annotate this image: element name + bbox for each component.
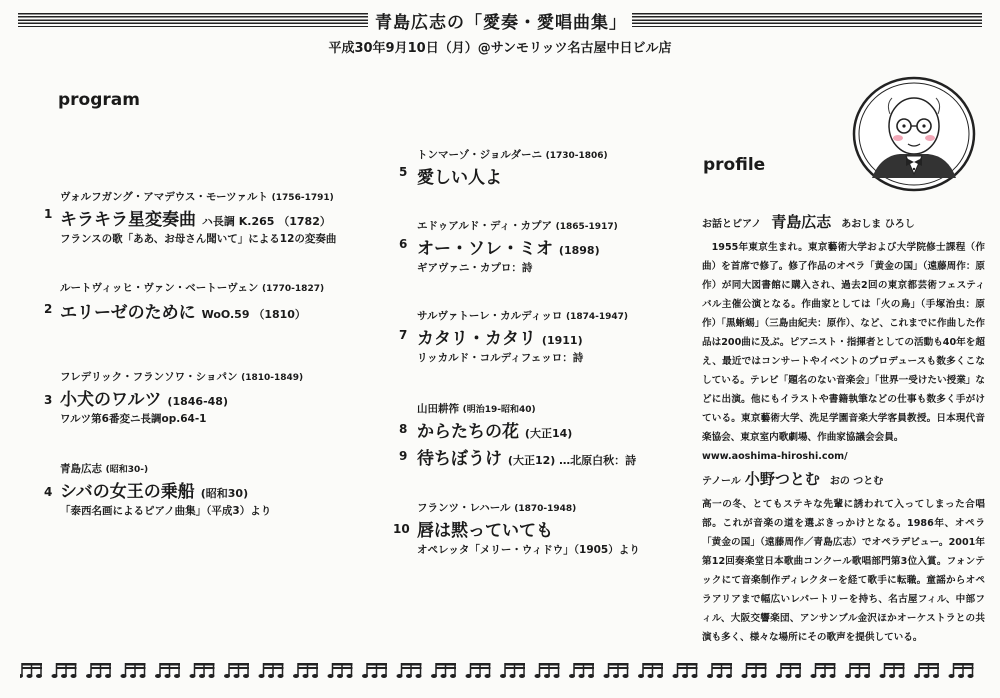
program-item-3 bbox=[44, 369, 304, 426]
portrait-illustration bbox=[850, 74, 978, 194]
note-group-icon bbox=[811, 663, 836, 678]
note-group-icon bbox=[397, 663, 422, 678]
composer: 青島広志 bbox=[60, 463, 102, 475]
piece-title: 唇は黙っていても bbox=[417, 521, 553, 541]
program-item-4 bbox=[44, 461, 272, 518]
music-notes-border bbox=[20, 659, 985, 681]
composer-years: (昭和30-) bbox=[105, 465, 149, 475]
piece-detail: (大正12) …北原白秋：詩 bbox=[507, 454, 637, 467]
composer: ヴォルフガング・アマデウス・モーツァルト bbox=[60, 191, 269, 203]
piece-title: 待ちぼうけ bbox=[417, 449, 502, 469]
profile-aoshima bbox=[702, 211, 985, 466]
piece-title: カタリ・カタリ bbox=[417, 329, 536, 349]
program-item-10 bbox=[393, 500, 640, 557]
note-group-icon bbox=[190, 663, 215, 678]
note-group-icon bbox=[569, 663, 594, 678]
note-group-icon bbox=[880, 663, 905, 678]
note-group-icon bbox=[845, 663, 870, 678]
piece-subtitle: フランスの歌「ああ、お母さん聞いて」による12の変奏曲 bbox=[60, 233, 337, 245]
header-rule-left bbox=[18, 13, 368, 27]
profile-role: お話とピアノ bbox=[702, 219, 762, 230]
program-item-9 bbox=[399, 443, 637, 469]
note-group-icon bbox=[155, 663, 180, 678]
note-group-icon bbox=[86, 663, 111, 678]
piece-detail: ハ長調 K.265 （1782） bbox=[201, 215, 331, 228]
note-group-icon bbox=[293, 663, 318, 678]
piece-title: 小犬のワルツ bbox=[60, 390, 162, 410]
program-item-2 bbox=[44, 280, 325, 323]
profile-reading: おの つとむ bbox=[829, 476, 884, 487]
composer: 山田耕筰 bbox=[417, 403, 459, 415]
piece-detail: (1846-48) bbox=[167, 395, 228, 408]
profile-ono bbox=[702, 468, 985, 647]
composer: エドゥアルド・ディ・カプア bbox=[417, 220, 552, 232]
piece-detail: (1911) bbox=[541, 334, 583, 347]
note-group-icon bbox=[328, 663, 353, 678]
note-group-icon bbox=[673, 663, 698, 678]
header bbox=[0, 6, 1000, 56]
note-group-icon bbox=[431, 663, 456, 678]
item-number: 2 bbox=[44, 302, 53, 316]
composer-years: (明治19-昭和40) bbox=[462, 405, 536, 415]
profile-bio: 高一の冬、とてもステキな先輩に誘われて入ってしまった合唱部。これが音楽の道を選ぶきっかけとなる。1986年、オペラ「黄金の国」（遠藤周作／青島広志）でオペラデビュー。2001年第12回奏楽堂日本歌曲コンクール歌唱部門第3位入賞。フォンテックにて音楽制作ディレクターを経て歌手に転職。童謡からオペラアリアまで幅広いレパートリーを持ち、名古屋フィル、中部フィル、大阪交響楽団、アンサンブル金沢ほかオーケストラとの共演も多く、様々な場所にその歌声を提供している。 bbox=[702, 499, 985, 643]
note-group-icon bbox=[949, 663, 974, 678]
note-group-icon bbox=[500, 663, 525, 678]
profile-url: www.aoshima-hiroshi.com/ bbox=[702, 451, 848, 462]
composer: フレデリック・フランソワ・ショパン bbox=[60, 371, 238, 383]
program-item-5 bbox=[399, 147, 608, 188]
composer-years: (1810-1849) bbox=[241, 373, 304, 383]
note-group-icon bbox=[535, 663, 560, 678]
item-number: 9 bbox=[399, 449, 408, 463]
program-item-7 bbox=[399, 308, 629, 365]
piece-title: 愛しい人よ bbox=[417, 168, 502, 188]
program-item-8 bbox=[399, 401, 573, 442]
profile-name: 小野つとむ bbox=[744, 470, 820, 488]
piece-subtitle: ギアヴァニ・カプロ：詩 bbox=[417, 262, 533, 274]
piece-title: シバの女王の乗船 bbox=[60, 482, 195, 502]
composer-years: (1730-1806) bbox=[545, 151, 608, 161]
note-group-icon bbox=[742, 663, 767, 678]
item-number: 6 bbox=[399, 237, 408, 251]
composer-years: (1874-1947) bbox=[565, 312, 629, 322]
composer-years: (1770-1827) bbox=[262, 284, 325, 294]
note-group-icon bbox=[638, 663, 663, 678]
profile-name: 青島広志 bbox=[771, 213, 832, 231]
note-group-icon bbox=[52, 663, 77, 678]
profile-bio: 1955年東京生まれ。東京藝術大学および大学院修士課程（作曲）を首席で修了。修了作品のオペラ「黄金の国」（遠藤周作：原作）が同大図書館に購入され、過去2回の東京都芸術フェスティバル主催公演となる。作曲家としては「火の鳥」（手塚治虫：原作）「黒蜥蜴」（三島由紀夫：原作）、など、これまでに作曲した作品は200曲に及ぶ。ピアニスト・指揮者としての活動も40年を超え、最近ではコンサートやイベントのプロデュースも数多くこなしている。テレビ「題名のない音楽会」「世界一受けたい授業」などに出演。他にもイラストや書籍執筆などの仕事も数多く手がけている。東京藝術大学、洗足学園音楽大学客員教授。日本現代音楽協会、東京室内歌劇場、作曲家協議会会員。 bbox=[702, 242, 986, 443]
program-item-6 bbox=[399, 218, 618, 275]
note-group-icon bbox=[121, 663, 146, 678]
item-number: 10 bbox=[393, 522, 410, 536]
item-number: 5 bbox=[399, 165, 408, 179]
note-group-icon bbox=[20, 663, 42, 678]
item-number: 8 bbox=[399, 422, 408, 436]
composer-years: (1756-1791) bbox=[271, 193, 334, 203]
item-number: 7 bbox=[399, 328, 408, 342]
composer: トンマーゾ・ジョルダーニ bbox=[417, 149, 542, 161]
piece-title: オー・ソレ・ミオ bbox=[417, 239, 553, 259]
program-heading: program bbox=[58, 90, 140, 110]
note-group-icon bbox=[604, 663, 629, 678]
piece-title: キラキラ星変奏曲 bbox=[60, 210, 196, 230]
note-group-icon bbox=[466, 663, 491, 678]
note-group-icon bbox=[224, 663, 249, 678]
item-number: 1 bbox=[44, 207, 53, 221]
event-subtitle: 平成30年9月10日（月）@サンモリッツ名古屋中日ビル店 bbox=[328, 41, 672, 56]
composer-years: (1870-1948) bbox=[514, 504, 577, 514]
piece-detail: WoO.59 （1810） bbox=[201, 308, 306, 321]
piece-detail: (大正14) bbox=[524, 427, 573, 440]
piece-subtitle: オペレッタ「メリー・ウィドウ」（1905）より bbox=[417, 544, 640, 556]
composer-years: (1865-1917) bbox=[555, 222, 618, 232]
header-rule-right bbox=[632, 13, 982, 27]
note-group-icon bbox=[776, 663, 801, 678]
piece-detail: (昭和30) bbox=[200, 487, 249, 500]
profile-heading: profile bbox=[703, 155, 766, 175]
profile-role: テノール bbox=[702, 476, 741, 487]
piece-detail: (1898) bbox=[558, 244, 600, 257]
item-number: 3 bbox=[44, 393, 53, 407]
piece-title: からたちの花 bbox=[417, 422, 519, 442]
note-group-icon bbox=[362, 663, 387, 678]
piece-subtitle: 「泰西名画によるピアノ曲集」（平成3）より bbox=[60, 505, 272, 517]
composer: フランツ・レハール bbox=[417, 502, 511, 514]
program-item-1 bbox=[44, 189, 337, 246]
piece-title: エリーゼのために bbox=[60, 303, 196, 323]
page-title: 青島広志の「愛奏・愛唱曲集」 bbox=[375, 13, 627, 33]
piece-subtitle: ワルツ第6番変ニ長調op.64-1 bbox=[60, 413, 207, 425]
note-group-icon bbox=[914, 663, 939, 678]
note-group-icon bbox=[707, 663, 732, 678]
composer: サルヴァトーレ・カルディッロ bbox=[417, 310, 563, 322]
piece-subtitle: リッカルド・コルディフェッロ：詩 bbox=[417, 352, 584, 364]
note-group-icon bbox=[259, 663, 284, 678]
profile-reading: あおしま ひろし bbox=[841, 219, 915, 230]
composer: ルートヴィッヒ・ヴァン・ベートーヴェン bbox=[60, 282, 259, 294]
item-number: 4 bbox=[44, 485, 53, 499]
